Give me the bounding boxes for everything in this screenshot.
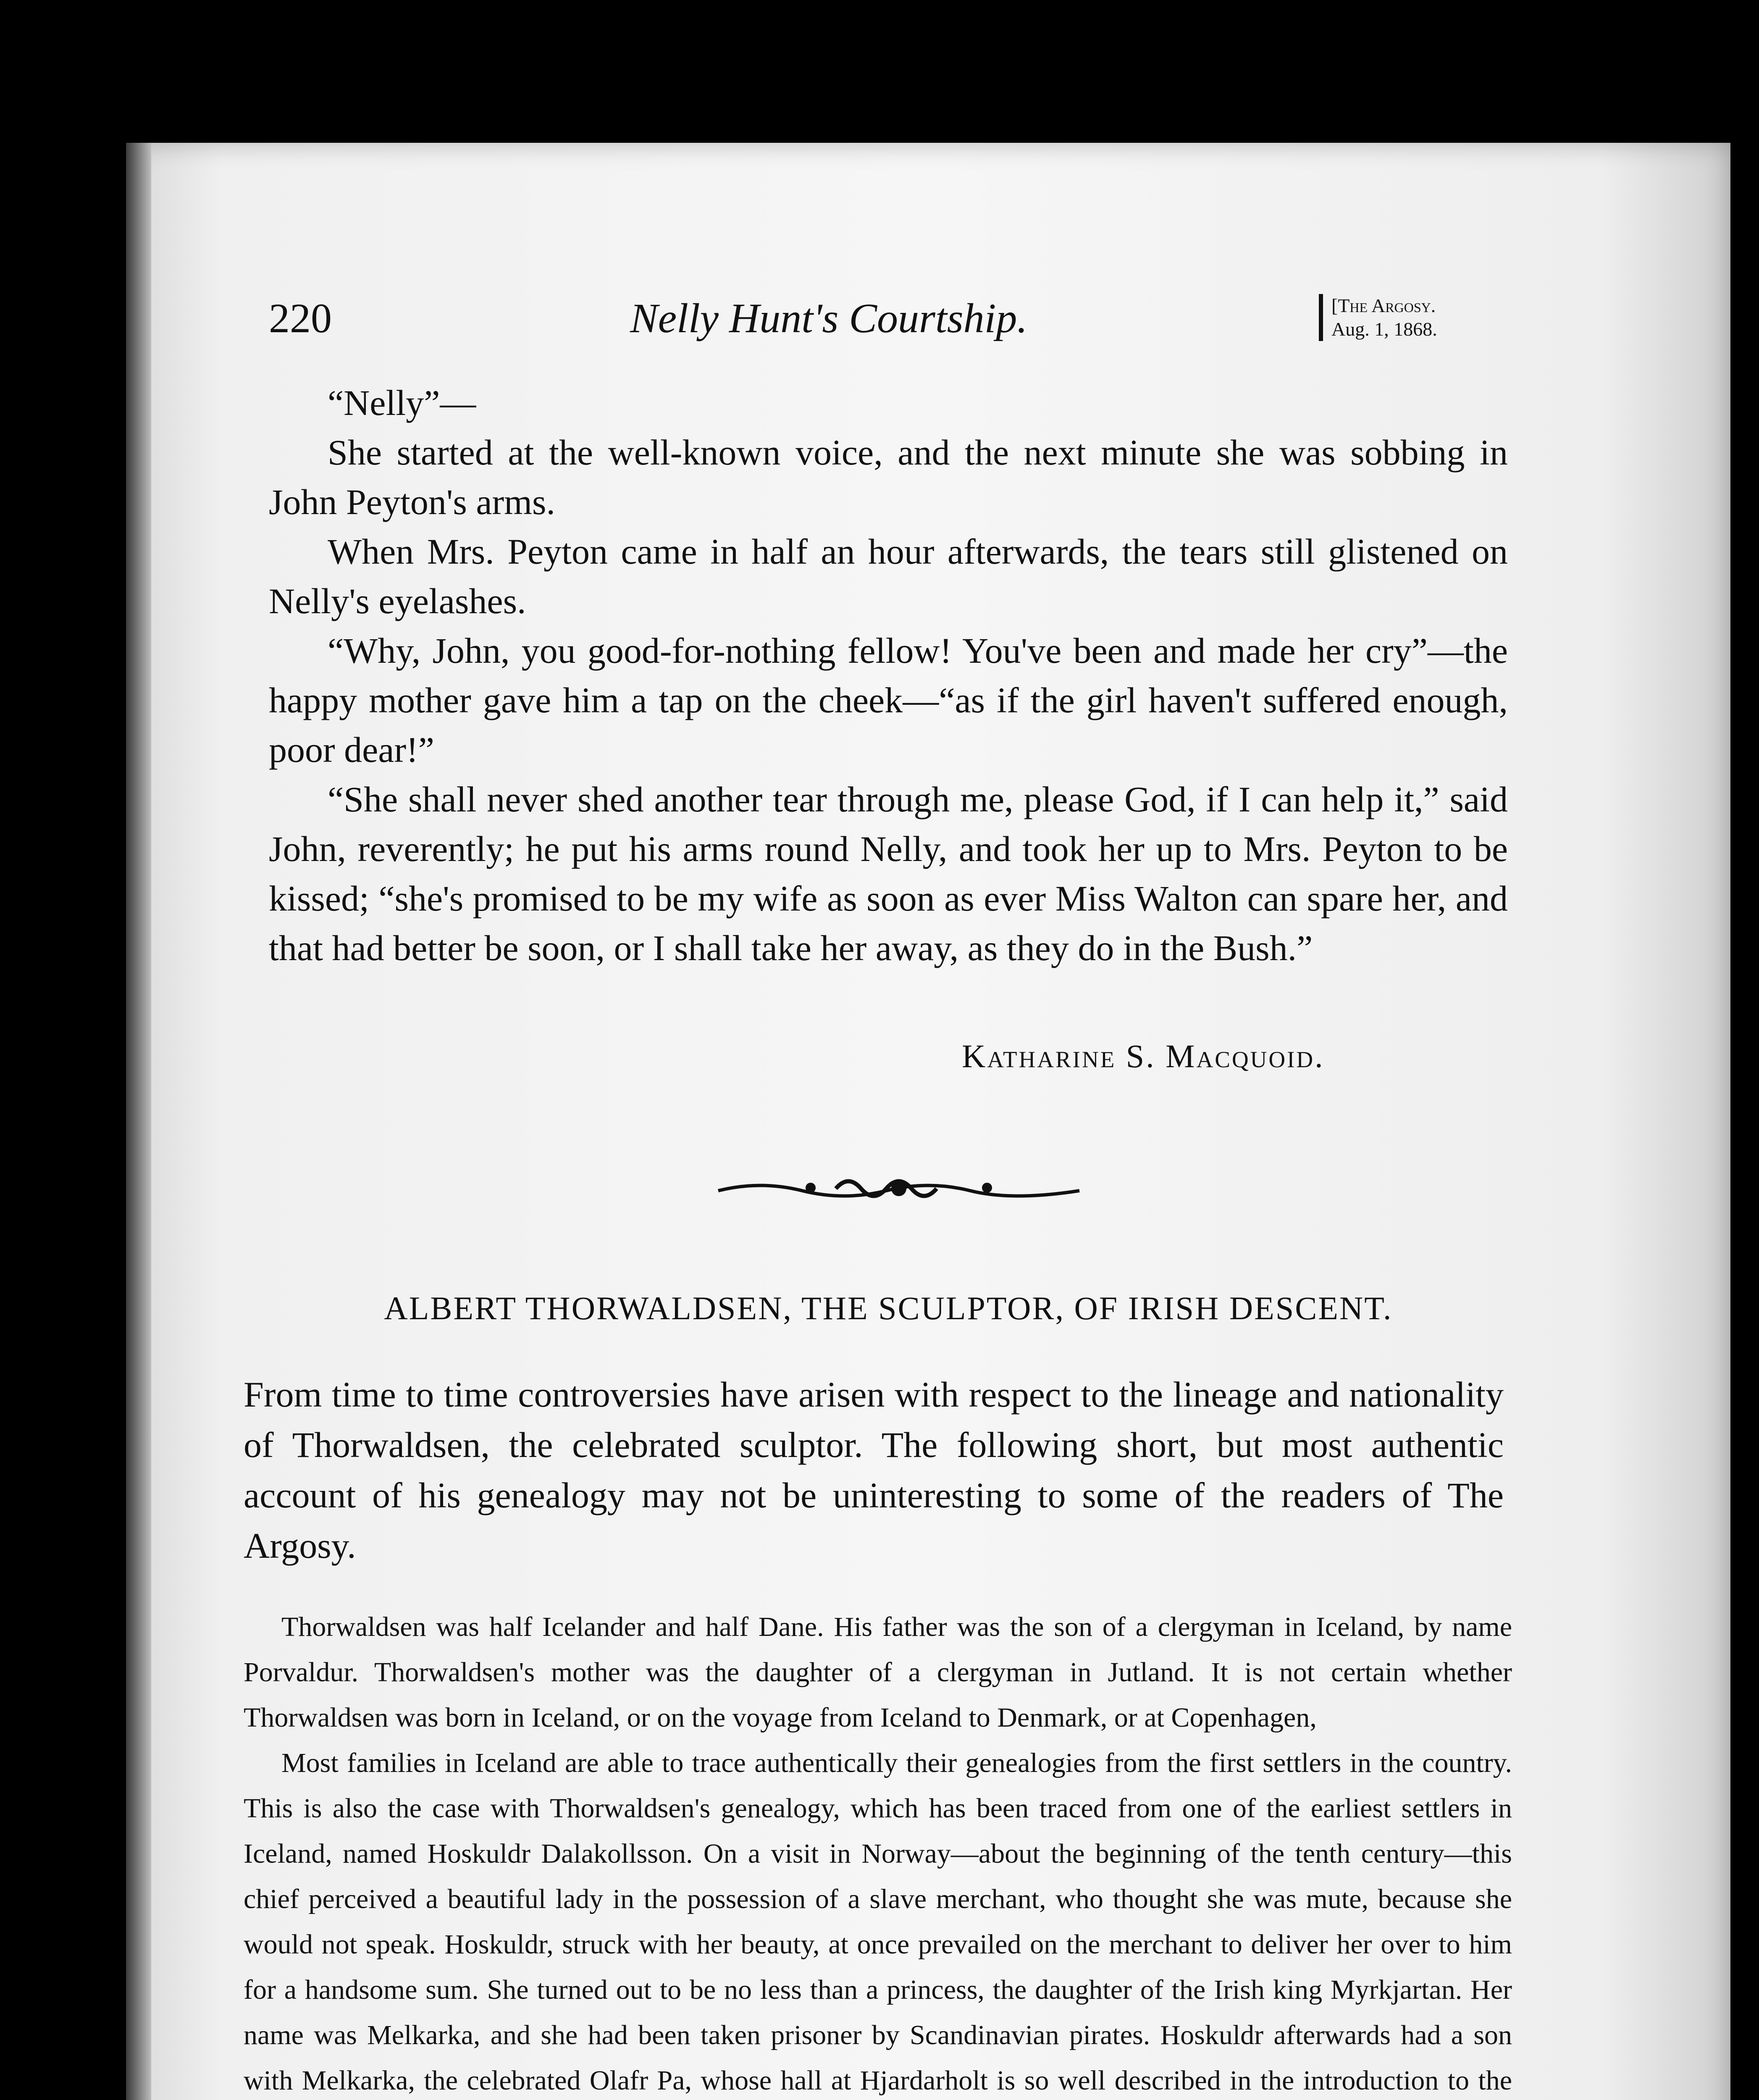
story-author-signature: Katharine S. Macquoid.	[962, 1038, 1325, 1074]
fleuron-ornament-icon	[710, 1168, 1088, 1210]
article-lead	[244, 1369, 1504, 1571]
source-citation	[1319, 294, 1437, 341]
story-ending	[269, 378, 1508, 973]
scanned-page	[126, 143, 1730, 2100]
article-paragraph: Thorwaldsen was half Icelander and half Dane. His father was the son of a clergyman in Iceland, by name Porvaldur. Thorwaldsen's mother was the daughter of a clergyman in Jutland. It is not certain whether Thorwaldsen was born in Iceland, or on the voyage from Iceland to Denmark, or at Copenhagen,	[244, 1612, 1512, 1733]
story-paragraph: “Why, John, you good-for-nothing fellow! You've been and made her cry”—the happy mother gave him a tap on the cheek—“as if the girl haven't suffered enough, poor dear!”	[269, 630, 1508, 770]
source-date: Aug. 1, 1868.	[1331, 318, 1437, 340]
running-head	[269, 294, 1655, 361]
article-title: ALBERT THORWALDSEN, THE SCULPTOR, OF IRISH DESCENT.	[384, 1290, 1393, 1326]
story-paragraph: When Mrs. Peyton came in half an hour afterwards, the tears still glistened on Nelly's eyelashes.	[269, 531, 1508, 621]
article-paragraph: Most families in Iceland are able to trace authentically their genealogies from the first settlers in the country. This is also the case with Thorwaldsen's genealogy, which has been traced from one of the earliest settlers in Iceland, named Hoskuldr Dalakollsson. On a visit in Norway—about the beginning of the tenth century—this chief perceived a beautiful lady in the possession of a slave merchant, who thought she was mute, because she would not speak. Hoskuldr, struck with her beauty, at once prevailed on the merchant to deliver her over to him for a handsome sum. She turned out to be no less than a princess, the daughter of the Irish king Myrkjartan. Her name was Melkarka, and she had been taken prisoner by Scandinavian pirates. Hoskuldr afterwards had a son with Melkarka, the celebrated Olafr Pa, whose hall at Hjardarholt is so well described in the introduction to the	[244, 1748, 1512, 2096]
source-journal: [The Argosy.	[1331, 295, 1436, 316]
book-spine-shadow	[126, 143, 151, 2100]
story-paragraph: “She shall never shed another tear through me, please God, if I can help it,” said John, reverently; he put his arms round Nelly, and took her up to Mrs. Peyton to be kissed; “she's promised to be my wife as soon as ever Miss Walton can spare her, and that had better be soon, or I shall take her away, as they do in the Bush.”	[269, 779, 1508, 968]
story-paragraph: She started at the well-known voice, and the next minute she was sobbing in John Peyton's arms.	[269, 432, 1508, 522]
story-paragraph: “Nelly”—	[328, 383, 476, 423]
article-body	[244, 1604, 1512, 2100]
lead-paragraph: From time to time controversies have arisen with respect to the lineage and nationality of Thorwaldsen, the celebrated sculptor. The following short, but most authentic account of his genealogy may not be uninteresting to some of the readers of The Argosy.	[244, 1374, 1504, 1566]
running-title: Nelly Hunt's Courtship.	[630, 295, 1028, 341]
page-number: 220	[269, 295, 332, 341]
